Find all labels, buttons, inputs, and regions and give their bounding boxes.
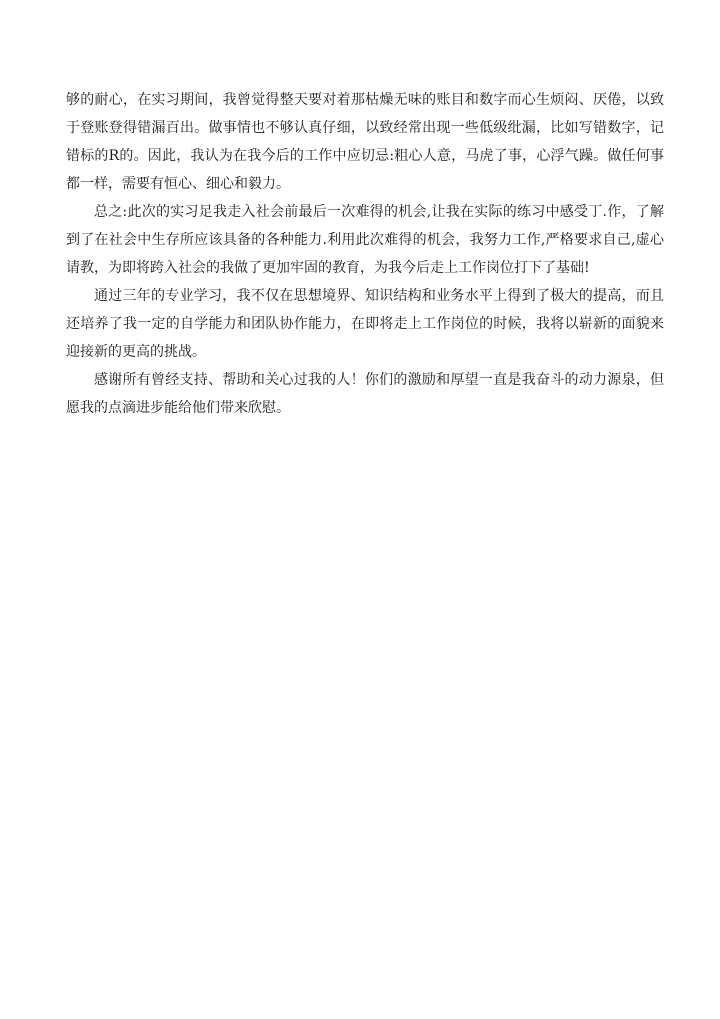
- paragraph-conclusion: 总之:此次的实习足我走入社会前最后一次难得的机会,让我在实际的练习中感受丁.作，了解到了在社会中生存所应该具备的各种能力.利用此次难得的机会，我努力工作,严格要求自己,虚心请教，为即将跨入社会的我做了更加牢固的教育，为我今后走上工作岗位打下了基础!: [66, 204, 664, 276]
- paragraph-study-summary: 通过三年的专业学习，我不仅在思想境界、知识结构和业务水平上得到了极大的提高，而且还培养了我一定的自学能力和团队协作能力，在即将走上工作岗位的时候，我将以崭新的面貌来迎接新的更高的挑战。: [66, 288, 664, 360]
- document-body: [66, 86, 664, 422]
- paragraph-thanks: 感谢所有曾经支持、帮助和关心过我的人！你们的激励和厚望一直是我奋斗的动力源泉，但愿我的点滴进步能给他们带来欣慰。: [66, 372, 664, 416]
- paragraph-continuation: 够的耐心，在实习期间，我曾觉得整天要对着那枯燥无味的账目和数字而心生烦闷、厌倦，以致于登账登得错漏百出。做事情也不够认真仔细，以致经常出现一些低级纰漏，比如写错数字，记错标的R的。因此，我认为在我今后的工作中应切忌:粗心人意，马虎了事，心浮气躁。做任何事都一样，需要有恒心、细心和毅力。: [66, 92, 664, 192]
